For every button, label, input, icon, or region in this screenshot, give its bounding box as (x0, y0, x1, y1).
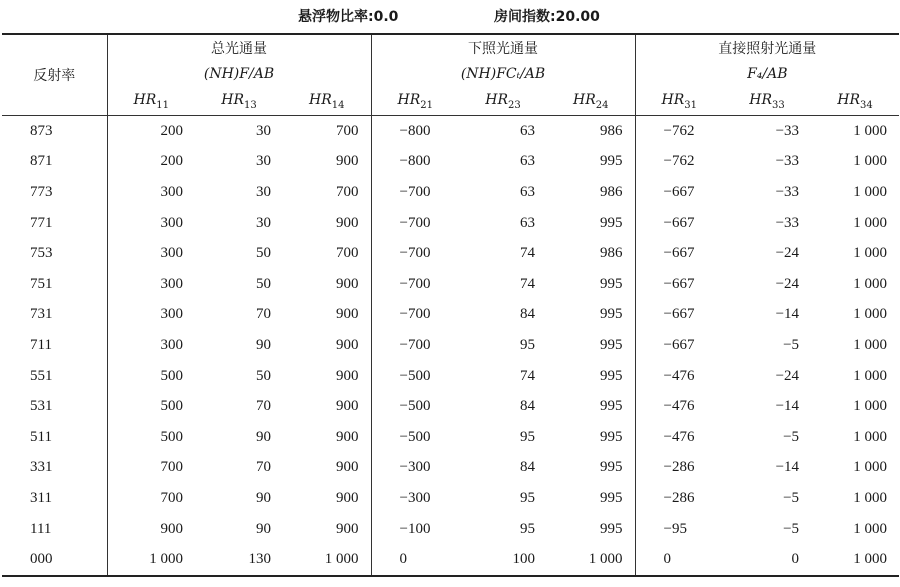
reflectance-cell: 753 (2, 238, 107, 269)
subheader-row (2, 87, 899, 116)
value-cell: 1 000 (853, 122, 888, 139)
value-cell: 84 (520, 398, 535, 415)
value-cell: 900 (283, 300, 371, 331)
value-cell: 900 (283, 269, 371, 300)
reflectance-cell: 731 (2, 300, 107, 331)
value-cell: 74 (520, 367, 535, 384)
suspension-ratio-text: 悬浮物比率:0.0 (298, 9, 399, 25)
table-row (2, 177, 899, 208)
value-cell: 74 (520, 275, 535, 292)
value-cell: 63 (520, 122, 535, 139)
group-downward-flux-title: 下照光通量 (371, 34, 635, 61)
value-cell: −5 (783, 336, 800, 353)
value-cell: 200 (160, 153, 183, 170)
value-cell: −100 (399, 520, 431, 537)
table-row (2, 453, 899, 484)
value-cell: 300 (160, 306, 183, 323)
reflectance-cell: 871 (2, 147, 107, 178)
value-cell: −33 (775, 214, 800, 231)
value-cell: −762 (663, 153, 695, 170)
value-cell: −33 (775, 153, 800, 170)
value-cell: 995 (547, 147, 635, 178)
reflectance-cell: 511 (2, 422, 107, 453)
table-row (2, 514, 899, 545)
value-cell: 500 (160, 367, 183, 384)
value-cell: 995 (547, 453, 635, 484)
value-cell: 200 (160, 122, 183, 139)
value-cell: 0 (371, 544, 459, 576)
value-cell: 995 (547, 361, 635, 392)
value-cell: 995 (547, 514, 635, 545)
value-cell: 1 000 (853, 153, 888, 170)
value-cell: 95 (520, 489, 535, 506)
value-cell: −500 (399, 398, 431, 415)
value-cell: 1 000 (853, 459, 888, 476)
value-cell: 84 (520, 459, 535, 476)
reflectance-cell: 711 (2, 330, 107, 361)
table-row (2, 330, 899, 361)
value-cell: 95 (520, 520, 535, 537)
value-cell: 1 000 (853, 489, 888, 506)
value-cell: −286 (663, 459, 695, 476)
value-cell: −800 (399, 153, 431, 170)
value-cell: 995 (547, 483, 635, 514)
value-cell: 90 (256, 520, 271, 537)
value-cell: −476 (663, 428, 695, 445)
value-cell: 1 000 (853, 428, 888, 445)
room-index-text: 房间指数:20.00 (494, 9, 600, 25)
value-cell: −700 (399, 275, 431, 292)
value-cell: −5 (783, 428, 800, 445)
value-cell: −667 (663, 183, 695, 200)
value-cell: −24 (775, 275, 800, 292)
value-cell: 700 (283, 238, 371, 269)
value-cell: 63 (520, 214, 535, 231)
col-header: $HR_{21}$ (371, 87, 459, 116)
value-cell: 900 (283, 208, 371, 239)
value-cell: 0 (635, 544, 723, 576)
value-cell: 1 000 (853, 306, 888, 323)
table-row (2, 391, 899, 422)
value-cell: 700 (283, 177, 371, 208)
value-cell: −700 (399, 336, 431, 353)
col-header: $HR_{14}$ (283, 87, 371, 116)
value-cell: 700 (160, 459, 183, 476)
value-cell: 900 (283, 514, 371, 545)
reflectance-cell: 111 (2, 514, 107, 545)
reflectance-cell: 771 (2, 208, 107, 239)
value-cell: 300 (160, 183, 183, 200)
col-header: $HR_{13}$ (195, 87, 283, 116)
col-header: $HR_{23}$ (459, 87, 547, 116)
value-cell: 995 (547, 330, 635, 361)
value-cell: 1 000 (853, 367, 888, 384)
value-cell: −14 (775, 459, 800, 476)
table-row (2, 147, 899, 178)
group-total-flux-title: 总光通量 (107, 34, 371, 61)
value-cell: −667 (663, 336, 695, 353)
value-cell: 130 (195, 544, 283, 576)
value-cell: 300 (160, 245, 183, 262)
value-cell: 995 (547, 391, 635, 422)
table-row (2, 361, 899, 392)
value-cell: 900 (283, 147, 371, 178)
value-cell: −95 (663, 520, 687, 537)
table-row (2, 544, 899, 576)
table-row (2, 422, 899, 453)
value-cell: −14 (775, 306, 800, 323)
value-cell: 900 (283, 453, 371, 484)
value-cell: 90 (256, 336, 271, 353)
value-cell: 900 (283, 422, 371, 453)
value-cell: 900 (283, 330, 371, 361)
table-row (2, 300, 899, 331)
value-cell: 500 (160, 428, 183, 445)
value-cell: −667 (663, 214, 695, 231)
col-header: $HR_{24}$ (547, 87, 635, 116)
col-header: $HR_{34}$ (811, 87, 899, 116)
value-cell: 986 (547, 238, 635, 269)
value-cell: −5 (783, 489, 800, 506)
value-cell: 30 (256, 153, 271, 170)
group-direct-flux-title: 直接照射光通量 (635, 34, 899, 61)
value-cell: 1 000 (107, 544, 195, 576)
value-cell: −300 (399, 489, 431, 506)
value-cell: 300 (160, 214, 183, 231)
value-cell: −800 (399, 122, 431, 139)
value-cell: 986 (547, 116, 635, 147)
value-cell: 700 (160, 489, 183, 506)
value-cell: 1 000 (547, 544, 635, 576)
value-cell: −300 (399, 459, 431, 476)
value-cell: 50 (256, 275, 271, 292)
reflectance-cell: 751 (2, 269, 107, 300)
value-cell: 1 000 (853, 214, 888, 231)
value-cell: −700 (399, 183, 431, 200)
value-cell: 1 000 (853, 183, 888, 200)
value-cell: −5 (783, 520, 800, 537)
value-cell: −286 (663, 489, 695, 506)
col-header: $HR_{31}$ (635, 87, 723, 116)
reflectance-cell: 000 (2, 544, 107, 576)
reflectance-cell: 773 (2, 177, 107, 208)
value-cell: −476 (663, 367, 695, 384)
value-cell: −500 (399, 428, 431, 445)
value-cell: 90 (256, 428, 271, 445)
value-cell: −24 (775, 245, 800, 262)
value-cell: 300 (160, 275, 183, 292)
value-cell: −500 (399, 367, 431, 384)
value-cell: 1 000 (853, 275, 888, 292)
value-cell: 100 (459, 544, 547, 576)
table-row (2, 208, 899, 239)
value-cell: 700 (283, 116, 371, 147)
table-caption-line (0, 4, 900, 26)
value-cell: 74 (520, 245, 535, 262)
value-cell: −700 (399, 306, 431, 323)
value-cell: 1 000 (853, 398, 888, 415)
value-cell: 1 000 (853, 245, 888, 262)
value-cell: −667 (663, 245, 695, 262)
value-cell: 30 (256, 214, 271, 231)
table-body (2, 116, 899, 576)
value-cell: 1 000 (283, 544, 371, 576)
value-cell: 900 (283, 361, 371, 392)
value-cell: 63 (520, 153, 535, 170)
group-direct-flux-formula: F₄/AB (747, 66, 788, 82)
table-row (2, 116, 899, 147)
reflectance-cell: 331 (2, 453, 107, 484)
value-cell: −476 (663, 398, 695, 415)
value-cell: 995 (547, 300, 635, 331)
group-downward-flux-formula: (NH)FCₜ/AB (371, 61, 635, 87)
value-cell: 300 (160, 336, 183, 353)
value-cell: 70 (256, 306, 271, 323)
value-cell: 900 (283, 483, 371, 514)
value-cell: 63 (520, 183, 535, 200)
value-cell: −24 (775, 367, 800, 384)
reflectance-header: 反射率 (2, 34, 107, 116)
value-cell: −667 (663, 275, 695, 292)
value-cell: 1 000 (853, 520, 888, 537)
col-header: $HR_{33}$ (723, 87, 811, 116)
reflectance-cell: 311 (2, 483, 107, 514)
value-cell: 50 (256, 367, 271, 384)
value-cell: 995 (547, 422, 635, 453)
value-cell: 95 (520, 428, 535, 445)
value-cell: 70 (256, 459, 271, 476)
table-row (2, 269, 899, 300)
value-cell: 0 (723, 544, 811, 576)
value-cell: 84 (520, 306, 535, 323)
value-cell: −700 (399, 214, 431, 231)
value-cell: 900 (160, 520, 183, 537)
value-cell: 500 (160, 398, 183, 415)
value-cell: 30 (256, 183, 271, 200)
value-cell: 30 (256, 122, 271, 139)
value-cell: −14 (775, 398, 800, 415)
value-cell: 995 (547, 269, 635, 300)
col-header: $HR_{11}$ (107, 87, 195, 116)
value-cell: 50 (256, 245, 271, 262)
value-cell: 70 (256, 398, 271, 415)
group-total-flux-formula: (NH)F/AB (107, 61, 371, 87)
table-row (2, 238, 899, 269)
value-cell: −667 (663, 306, 695, 323)
value-cell: 986 (547, 177, 635, 208)
value-cell: 1 000 (853, 336, 888, 353)
value-cell: −33 (775, 122, 800, 139)
value-cell: 1 000 (811, 544, 899, 576)
value-cell: 95 (520, 336, 535, 353)
luminous-flux-table (2, 33, 899, 577)
value-cell: 995 (547, 208, 635, 239)
table-row (2, 483, 899, 514)
value-cell: −762 (663, 122, 695, 139)
value-cell: 900 (283, 391, 371, 422)
reflectance-cell: 531 (2, 391, 107, 422)
value-cell: 90 (256, 489, 271, 506)
value-cell: −700 (399, 245, 431, 262)
reflectance-cell: 873 (2, 116, 107, 147)
reflectance-cell: 551 (2, 361, 107, 392)
value-cell: −33 (775, 183, 800, 200)
